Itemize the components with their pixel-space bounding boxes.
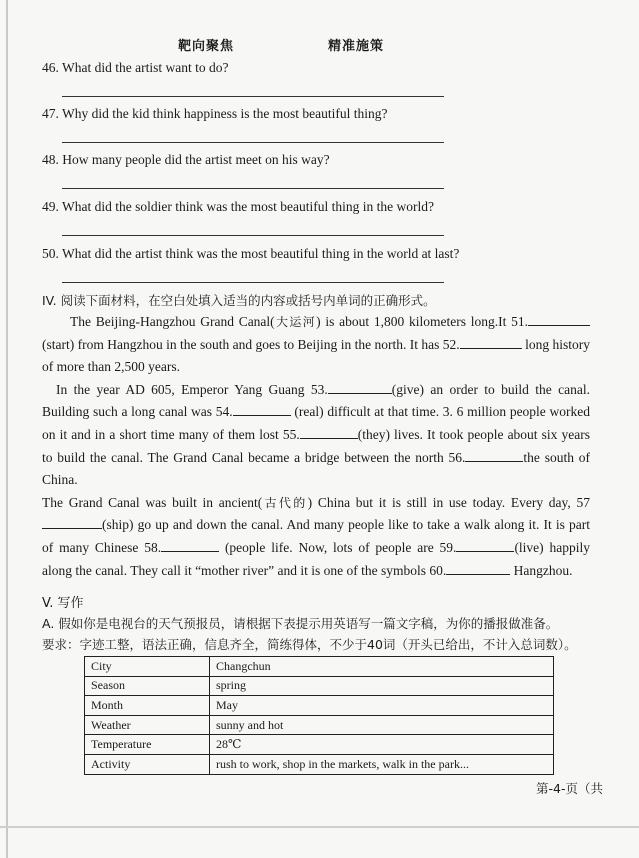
table-row — [85, 735, 554, 755]
p3-text-1: The Grand Canal was built in ancient( — [42, 494, 263, 510]
table-row — [85, 676, 554, 696]
blank-57[interactable] — [42, 514, 102, 529]
blank-53[interactable] — [328, 379, 392, 394]
page-number: 第-4-页（共 — [536, 781, 603, 796]
table-row — [85, 715, 554, 735]
page-header — [0, 35, 639, 55]
table-row — [85, 696, 554, 716]
blank-51[interactable] — [528, 311, 590, 326]
scan-edge-bottom — [0, 826, 639, 828]
paragraph-1 — [42, 311, 590, 379]
p1-text-3: (start) from Hangzhou in the south and goes to Beijing in the north. It has 52. — [42, 336, 460, 352]
p2-text-5: the south of China. — [42, 449, 591, 488]
table-cell-key: City — [85, 657, 210, 677]
header-left: 靶向聚焦 — [178, 39, 235, 54]
answer-line-46[interactable] — [62, 96, 444, 97]
p3-text-2: ) China but it is still in use today. Every day, 57 — [307, 494, 590, 510]
table-row — [85, 657, 554, 677]
scan-edge-left — [6, 0, 8, 858]
p1-cn-gloss: 大运河 — [274, 315, 317, 329]
blank-54[interactable] — [233, 401, 291, 416]
writing-task: A. 假如你是电视台的天气预报员，请根据下表提示用英语写一篇文字稿，为你的播报做准备。 — [42, 616, 559, 631]
blank-58[interactable] — [161, 537, 219, 552]
table-cell-key: Month — [85, 696, 210, 716]
table-row — [85, 754, 554, 774]
question-49: 49. What did the soldier think was the most beautiful thing in the world? — [42, 199, 434, 214]
table-cell-value: sunny and hot — [210, 715, 554, 735]
p2-text-3: (real) difficult at that time. 3. 6 million people worked on it and in a short time many of them lost 55. — [42, 404, 591, 442]
p1-text-4: long history of more than 2,500 years. — [42, 336, 590, 375]
header-right: 精准施策 — [328, 39, 385, 54]
table-cell-value: Changchun — [210, 657, 554, 677]
p3-text-4: (people life. Now, lots of people are 59. — [219, 539, 457, 555]
answer-line-48[interactable] — [62, 188, 444, 189]
blank-59[interactable] — [456, 537, 514, 552]
question-46: 46. What did the artist want to do? — [42, 60, 229, 75]
blank-60[interactable] — [446, 560, 510, 575]
writing-requirements: 要求：字迹工整，语法正确，信息齐全，简练得体，不少于40词（开头已给出，不计入总词数）。 — [42, 637, 577, 652]
question-48: 48. How many people did the artist meet on his way? — [42, 152, 330, 167]
answer-line-50[interactable] — [62, 282, 444, 283]
p1-text-1: The Beijing-Hangzhou Grand Canal( — [70, 314, 275, 329]
p3-text-5: (live) happily along the canal. They call it “mother river” and it is one of the symbols 60. — [42, 539, 590, 578]
p2-text-4: (they) lives. It took people about six years to build the canal. The Grand Canal became a bridge between the north 56. — [42, 426, 590, 465]
blank-55[interactable] — [300, 424, 358, 439]
table-cell-value: May — [210, 696, 554, 716]
answer-line-49[interactable] — [62, 235, 444, 236]
table-cell-key: Temperature — [85, 735, 210, 755]
weather-info-table — [84, 656, 554, 775]
p3-text-6: Hangzhou. — [510, 562, 573, 578]
p2-text-1: In the year AD 605, Emperor Yang Guang 53. — [56, 381, 328, 397]
table-cell-key: Weather — [85, 715, 210, 735]
paragraph-3 — [42, 492, 590, 582]
question-50: 50. What did the artist think was the most beautiful thing in the world at last? — [42, 246, 460, 261]
question-47: 47. Why did the kid think happiness is the most beautiful thing? — [42, 106, 388, 121]
paragraph-2 — [42, 379, 590, 492]
p1-text-2: ) is about 1,800 kilometers long.It 51. — [316, 314, 528, 329]
table-cell-key: Season — [85, 676, 210, 696]
table-cell-value: 28℃ — [210, 735, 554, 755]
table-cell-key: Activity — [85, 754, 210, 774]
section-4-title: IV. 阅读下面材料，在空白处填入适当的内容或括号内单词的正确形式。 — [42, 293, 436, 308]
table-cell-value: rush to work, shop in the markets, walk in the park... — [210, 754, 554, 774]
answer-line-47[interactable] — [62, 142, 444, 143]
blank-52[interactable] — [460, 334, 522, 349]
p3-text-3: (ship) go up and down the canal. And many people like to take a walk along it. It is part of many Chinese 58. — [42, 517, 590, 555]
cloze-passage — [42, 311, 590, 582]
blank-56[interactable] — [465, 447, 523, 462]
p3-cn-gloss: 古代的 — [262, 495, 308, 510]
p2-text-2: (give) an order to build the canal. Building such a long canal was 54. — [42, 381, 590, 420]
section-5-title: V. 写作 — [42, 596, 84, 611]
table-cell-value: spring — [210, 676, 554, 696]
